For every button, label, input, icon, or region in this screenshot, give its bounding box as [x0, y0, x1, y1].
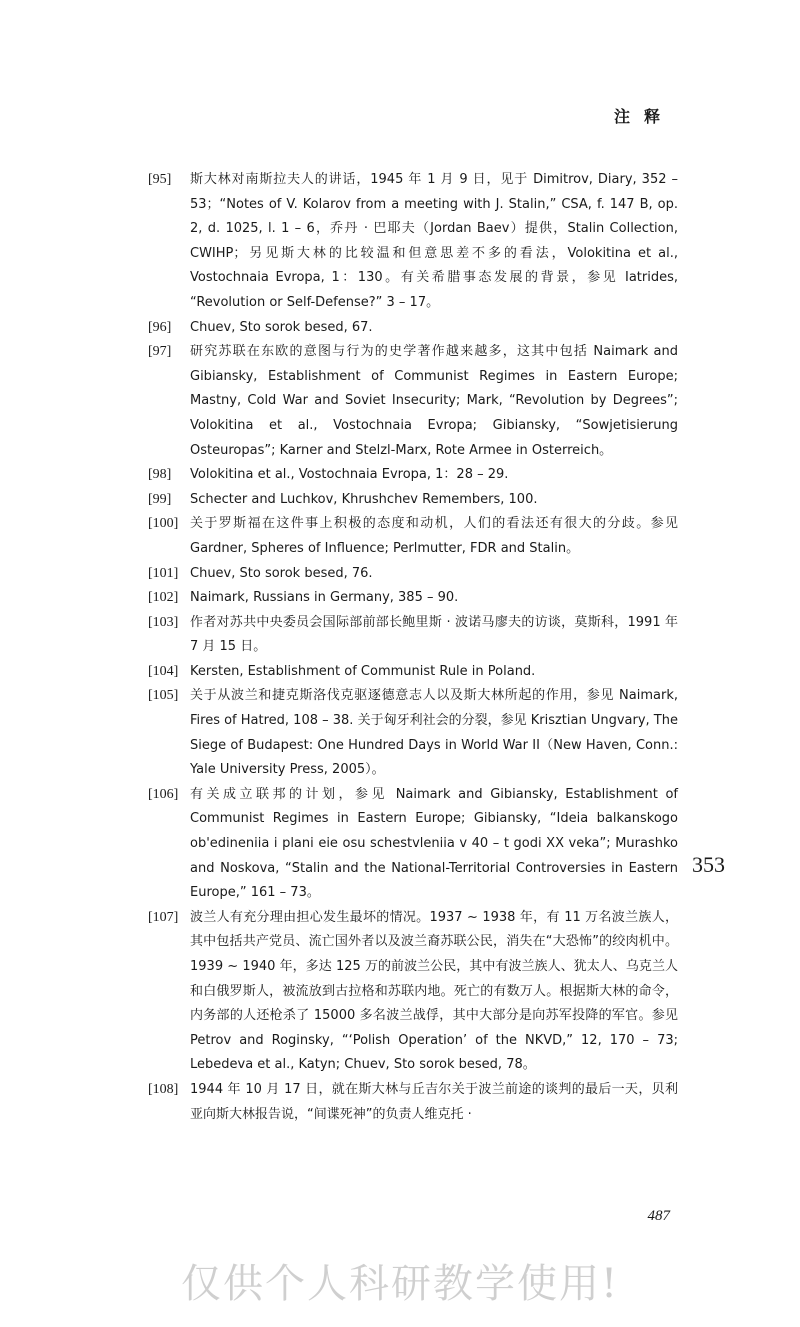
note-number: [95]: [148, 172, 172, 187]
note-text: Schecter and Luchkov, Khrushchev Remembers, 100.: [190, 491, 538, 507]
note-number: [103]: [148, 614, 179, 630]
note-number: [97]: [148, 344, 172, 360]
running-header: 注释: [613, 107, 674, 126]
note-item: [148, 463, 678, 488]
note-item: [148, 562, 678, 587]
note-item: [148, 906, 678, 1078]
note-number: [100]: [148, 516, 179, 532]
note-item: [148, 168, 678, 316]
note-text: 作者对苏共中央委员会国际部前部长鲍里斯 · 波诺马廖夫的访谈，莫斯科，1991 年 7 月 15 日。: [190, 614, 678, 655]
note-text: 斯大林对南斯拉夫人的讲话，1945 年 1 月 9 日，见于 Dimitrov, Diary, 352 – 53；“Notes of V. Kolarov from a meeting with J. Stalin,” CSA, f. 147 B, op. 2, d. 1025, l. 1 – 6，乔丹 · 巴耶夫（Jordan Baev）提供，Stalin Collection, CWIHP；另见斯大林的比较温和但意思差不多的看法，Volokitina et al., Vostochnaia Evropa, 1：130。有关希腊事态发展的背景，参见 Iatrides, “Revolution or Self-Defense?” 3 – 17。: [190, 172, 678, 310]
note-number: [99]: [148, 491, 172, 507]
note-number: [102]: [148, 590, 179, 606]
note-number: [98]: [148, 467, 172, 483]
note-item: [148, 488, 678, 513]
note-number: [108]: [148, 1081, 179, 1097]
note-text: Volokitina et al., Vostochnaia Evropa, 1：28 – 29.: [190, 467, 509, 483]
note-text: Kersten, Establishment of Communist Rule in Poland.: [190, 663, 536, 679]
note-number: [104]: [148, 663, 179, 679]
note-item: [148, 611, 678, 660]
note-text: 关于罗斯福在这件事上积极的态度和动机，人们的看法还有很大的分歧。参见 Gardner, Spheres of Influence; Perlmutter, FDR and Stalin。: [190, 516, 678, 556]
notes-list: [148, 168, 678, 1127]
margin-page-reference: 353: [692, 852, 725, 877]
note-text: Chuev, Sto sorok besed, 76.: [190, 565, 373, 581]
note-number: [107]: [148, 909, 179, 925]
note-item: [148, 1078, 678, 1127]
note-text: 有关成立联邦的计划，参见 Naimark and Gibiansky, Establishment of Communist Regimes in Eastern Europe; Gibiansky, “Ideia balkanskogo ob'edineniia i plani eie osu schestvleniia v 40 – t godi XX veka”; Murashko and Noskova, “Stalin and the National-Territorial Controversies in Eastern Europe,” 161 – 73。: [190, 786, 678, 901]
note-item: [148, 316, 678, 341]
note-text: 研究苏联在东欧的意图与行为的史学著作越来越多，这其中包括 Naimark and Gibiansky, Establishment of Communist Regimes in Eastern Europe; Mastny, Cold War and Soviet Insecurity; Mark, “Revolution by Degrees”; Volokitina et al., Vostochnaia Evropa; Gibiansky, “Sowjetisierung Osteuropas”; Karner and Stelzl-Marx, Rote Armee in Osterreich。: [190, 344, 678, 458]
note-text: Chuev, Sto sorok besed, 67.: [190, 319, 373, 335]
watermark-text: 仅供个人科研教学使用!: [180, 1261, 620, 1307]
note-number: [101]: [148, 565, 179, 581]
note-item: [148, 340, 678, 463]
note-text: Naimark, Russians in Germany, 385 – 90.: [190, 590, 459, 606]
note-item: [148, 783, 678, 906]
note-text: 关于从波兰和捷克斯洛伐克驱逐德意志人以及斯大林所起的作用，参见 Naimark, Fires of Hatred, 108 – 38. 关于匈牙利社会的分裂，参见 Krisztian Ungvary, The Siege of Budapest: One Hundred Days in World War II（New Haven, Conn.: Yale University Press, 2005）。: [190, 688, 678, 778]
note-item: [148, 660, 678, 685]
note-item: [148, 512, 678, 561]
note-text: 波兰人有充分理由担心发生最坏的情况。1937 ~ 1938 年，有 11 万名波兰族人，其中包括共产党员、流亡国外者以及波兰裔苏联公民，消失在“大恐怖”的绞肉机中。1939 ~ 1940 年，多达 125 万的前波兰公民，其中有波兰族人、犹太人、乌克兰人和白俄罗斯人，被流放到古拉格和苏联内地。死亡的有数万人。根据斯大林的命令，内务部的人还枪杀了 15000 多名波兰战俘，其中大部分是向苏军投降的军官。参见 Petrov and Roginsky, “‘Polish Operation’ of the NKVD,” 12, 170 – 73; Lebedeva et al., Katyn; Chuev, Sto sorok besed, 78。: [190, 909, 678, 1073]
note-item: [148, 586, 678, 611]
note-number: [105]: [148, 688, 179, 704]
page-number: 487: [647, 1208, 670, 1224]
note-text: 1944 年 10 月 17 日，就在斯大林与丘吉尔关于波兰前途的谈判的最后一天，贝利亚向斯大林报告说，“间谍死神”的负责人维克托 ·: [190, 1081, 678, 1122]
note-item: [148, 684, 678, 782]
note-number: [106]: [148, 786, 179, 802]
note-number: [96]: [148, 319, 172, 335]
